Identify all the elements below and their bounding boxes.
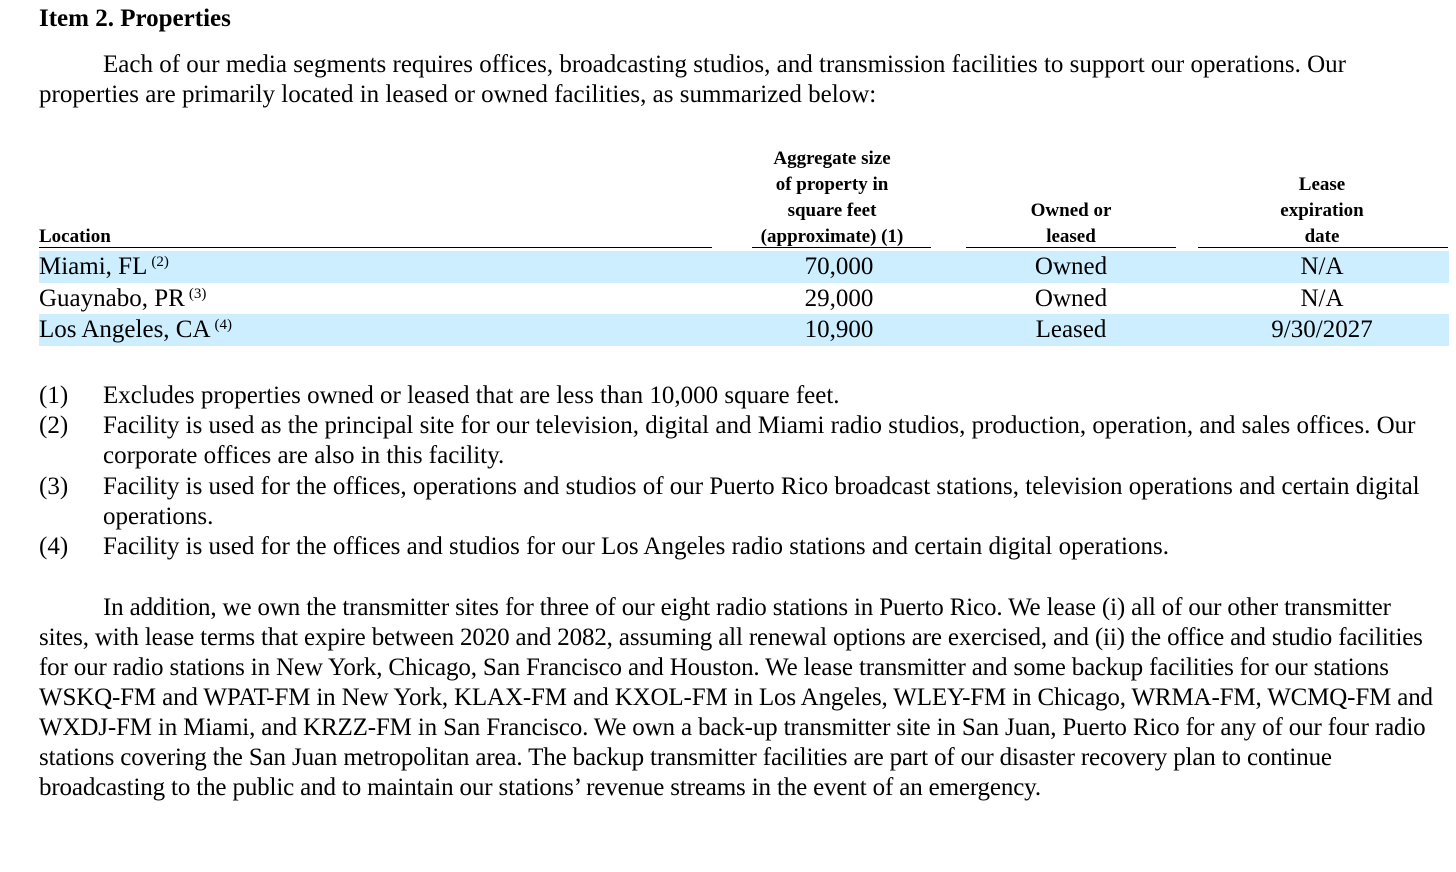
intro-paragraph: Each of our media segments requires offices, broadcasting studios, and transmission facilities to support our operations. Our properties are primarily located in leased or owned facilities, as summarized below: [39,51,1347,108]
column-header-size-line: (approximate) (1) [760,226,904,247]
column-header-size-line: Aggregate size [773,148,891,169]
column-header-size-line: of property in [775,174,889,195]
footnote-text: Facility is used for the offices, operations and studios of our Puerto Rico broadcast stations, television operations and certain digital operations. [103,473,1420,530]
header-rule [966,247,1176,248]
table-row [39,251,1449,283]
header-rule [1198,247,1448,248]
cell-lease: 9/30/2027 [1271,316,1373,343]
column-header-owned-line: leased [1046,226,1096,247]
header-rule [752,247,931,248]
cell-location [39,251,169,286]
column-header-lease-line: date [1304,226,1340,247]
footnote-ref: (4) [214,317,233,333]
column-header-size [712,146,952,250]
column-header-owned-line: Owned or [1030,200,1112,221]
column-header-size-line: square feet [787,200,877,221]
closing-paragraph: In addition, we own the transmitter sites for three of our eight radio stations in Puerto Rico. We lease (i) all of our other transmitter sites, with lease terms that expire between 2020 and 2082, assuming all renewal options are exercised, and (ii) the office and studio facilities for our radio stations in New York, Chicago, San Francisco and Houston. We lease transmitter and some backup facilities for our stations WSKQ-FM and WPAT-FM in New York, KLAX-FM and KXOL-FM in Los Angeles, WLEY-FM in Chicago, WRMA-FM, WCMQ-FM and WXDJ-FM in Miami, and KRZZ-FM in San Francisco. We own a back-up transmitter site in San Juan, Puerto Rico for any of our four radio stations covering the San Juan metropolitan area. The backup transmitter facilities are part of our disaster recovery plan to continue broadcasting to the public and to maintain our stations’ revenue streams in the event of an emergency. [39,594,1433,801]
footnote-text: Facility is used as the principal site for our television, digital and Miami radio studios, production, operation, and sales offices. Our corporate offices are also in this facility. [103,412,1416,469]
column-header-lease-line: Lease [1298,174,1346,195]
cell-owned: Owned [1034,285,1108,312]
cell-lease: N/A [1300,285,1344,312]
location-text: Guaynabo, PR [39,285,185,312]
cell-location [39,283,206,318]
column-header-owned [966,198,1176,250]
cell-owned: Owned [1034,253,1108,280]
footnote-number: (3) [39,473,69,500]
footnote-number: (2) [39,412,69,439]
table-row [39,314,1449,346]
cell-size: 10,900 [804,316,874,343]
location-text: Miami, FL [39,253,148,280]
location-text: Los Angeles, CA [39,316,211,343]
footnote-ref: (2) [151,254,169,270]
footnote-text: Excludes properties owned or leased that are less than 10,000 square feet. [103,382,840,409]
footnote-text: Facility is used for the offices and studios for our Los Angeles radio stations and certain digital operations. [103,533,1169,560]
cell-lease: N/A [1300,253,1344,280]
header-rule [39,247,712,248]
table-row [39,283,1449,315]
cell-size: 29,000 [804,285,874,312]
footnote-number: (4) [39,533,69,560]
cell-location [39,314,232,349]
column-header-lease [1198,172,1446,250]
cell-size: 70,000 [804,253,874,280]
footnote-number: (1) [39,382,69,409]
footnote-ref: (3) [188,286,207,302]
cell-owned: Leased [1035,316,1107,343]
section-heading: Item 2. Properties [39,5,231,32]
column-header-location: Location [39,226,111,247]
column-header-lease-line: expiration [1280,200,1364,221]
